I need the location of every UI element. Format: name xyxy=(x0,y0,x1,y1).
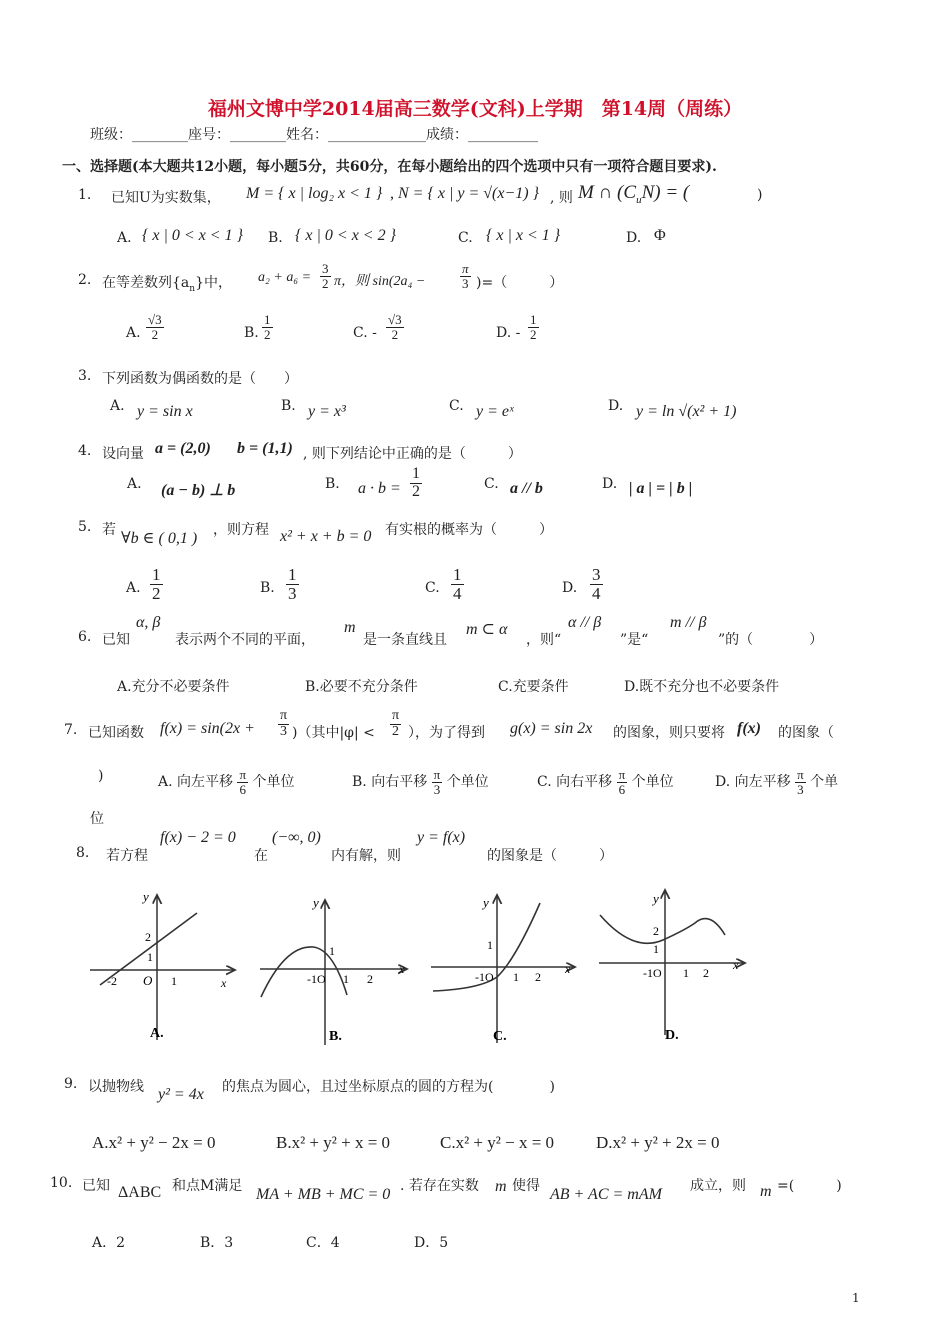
q4-number: 4. xyxy=(78,443,92,459)
q4-option-a: (a − b) ⊥ b xyxy=(161,482,236,499)
graph-b-label: B. xyxy=(329,1029,342,1044)
q6-alpha-beta: α, β xyxy=(136,614,161,631)
graph-d-tick-2: 2 xyxy=(653,924,659,938)
q10-number: 10. xyxy=(50,1175,73,1191)
graph-b-tick-x2: 2 xyxy=(367,972,373,986)
q5-number: 5. xyxy=(78,519,92,535)
graph-b-origin: -1O xyxy=(307,972,326,986)
q7-fraction-2: $\frac{\pi}{2}$ xyxy=(392,708,400,739)
q8-equation: f(x) − 2 = 0 xyxy=(160,829,236,846)
q7-option-b: B. 向右平移 $\frac{\pi}{3}$ 个单位 xyxy=(352,767,489,797)
graph-b xyxy=(260,895,407,1045)
q4-option-c: a // b xyxy=(510,480,543,497)
q9-option-b: B.x² + y² + x = 0 xyxy=(276,1133,391,1152)
q7-tail: 的图象（ xyxy=(778,725,834,741)
graph-d-tick-x2: 2 xyxy=(703,966,709,980)
q6-text-5: ”是“ xyxy=(620,632,649,648)
q5-option-a-label: A. xyxy=(126,580,141,596)
q8-graphs xyxy=(85,885,765,1050)
q3-option-b-label: B. xyxy=(281,398,296,414)
q5-option-d: $\frac{3}{4}$ xyxy=(592,565,601,603)
q5-option-b-label: B. xyxy=(260,580,275,596)
q4-option-b-fraction: $\frac{1}{2}$ xyxy=(412,465,420,500)
q10-option-a: A．2 xyxy=(92,1235,126,1251)
graph-d-tick-1: 1 xyxy=(653,942,659,956)
q10-condition: MA + MB + MC = 0 xyxy=(256,1186,391,1203)
q1-option-c: { x | x < 1 } xyxy=(486,227,561,244)
q7-text: 已知函数 xyxy=(88,725,144,741)
graph-a-y-label: y xyxy=(143,889,149,904)
q7-number: 7. xyxy=(64,722,78,738)
q5-option-c-label: C. xyxy=(425,580,440,596)
q2-option-b-label: B. xyxy=(244,325,259,341)
q8-text-2: 在 xyxy=(254,848,268,864)
q9-option-c: C.x² + y² − x = 0 xyxy=(440,1133,555,1152)
q3-option-c-label: C. xyxy=(449,398,464,414)
graph-c-y-label: y xyxy=(483,895,489,910)
q10-text-5: 成立，则 xyxy=(690,1178,746,1194)
q4-option-d-label: D. xyxy=(602,476,618,492)
q3-option-d: y = ln √(x² + 1) xyxy=(636,403,737,420)
q1-tail: , 则 xyxy=(550,190,573,206)
q4-option-b-label: B. xyxy=(325,476,340,492)
q4-vector-a: a = (2,0) xyxy=(155,440,211,457)
q2-sin-expr: π，则 sin(2a₄ − xyxy=(334,274,426,289)
q7-fraction: $\frac{\pi}{3}$ xyxy=(280,708,288,739)
q5-text: 若 xyxy=(102,522,116,538)
q8-number: 8. xyxy=(76,845,90,861)
q6-text: 已知 xyxy=(102,632,130,648)
q3-number: 3. xyxy=(78,368,92,384)
q4-option-c-label: C. xyxy=(484,476,499,492)
q2-option-c-label: C. - xyxy=(353,325,377,341)
q9-parabola: y² = 4x xyxy=(158,1086,204,1103)
q1-option-b-label: B. xyxy=(268,230,283,246)
q2-option-a-label: A. xyxy=(126,325,141,341)
graph-c-x-label: x xyxy=(565,962,571,976)
q8-interval: (−∞, 0) xyxy=(272,829,321,846)
q4-vector-b: b = (1,1) xyxy=(237,440,293,457)
q7-line-3: 位 xyxy=(90,811,104,827)
graph-d-tick-x1: 1 xyxy=(683,966,689,980)
q6-line-parallel: m // β xyxy=(670,614,707,631)
q3-option-a: y = sin x xyxy=(137,403,193,420)
q6-condition: m ⊂ α xyxy=(466,621,508,638)
graph-d-y-label: y xyxy=(653,891,659,906)
q8-tail: 的图象是（ ） xyxy=(487,848,613,864)
graph-d-x-label: x xyxy=(733,958,739,972)
q2-option-d: $\frac{1}{2}$ xyxy=(530,312,537,342)
q10-triangle: ΔABC xyxy=(118,1184,162,1201)
q1-set-n: , N = { x | y = √(x−1) } xyxy=(390,185,539,202)
q2-condition: a₂ + a₆ = xyxy=(258,270,312,285)
graph-c-origin: -1O xyxy=(475,970,494,984)
q2-tail: )=（ ） xyxy=(476,275,564,291)
q7-text-3: ），为了得到 xyxy=(408,725,485,741)
graph-c-tick-x1: 1 xyxy=(513,970,519,984)
q5-text-2: ，则方程 xyxy=(213,522,269,538)
q4-text: 设向量 xyxy=(102,446,144,462)
q1-option-c-label: C. xyxy=(458,230,473,246)
q4-option-b: a · b = xyxy=(358,480,401,497)
page-title: 福州文博中学2014届高三数学(文科)上学期 第14周（周练） xyxy=(207,98,743,120)
q1-option-d-label: D. xyxy=(626,230,642,246)
graph-c-tick-1: 1 xyxy=(487,938,493,952)
graph-d-origin: -1O xyxy=(643,966,662,980)
graph-c-tick-x2: 2 xyxy=(535,970,541,984)
q6-number: 6. xyxy=(78,629,92,645)
q5-condition: ∀b ∈ ( 0,1 ) xyxy=(121,530,198,547)
q10-tail: =( ) xyxy=(777,1178,842,1194)
graph-d xyxy=(599,890,745,1043)
q9-option-a: A.x² + y² − 2x = 0 xyxy=(92,1133,216,1152)
q10-text-3: . 若存在实数 xyxy=(400,1178,479,1194)
q10-option-c: C．4 xyxy=(306,1235,340,1251)
q2-number: 2. xyxy=(78,272,92,288)
q3-option-b: y = x³ xyxy=(308,403,346,420)
q3-option-c: y = eˣ xyxy=(476,403,514,420)
graph-a-x-label: x xyxy=(221,976,227,990)
q3-text: 下列函数为偶函数的是（ ） xyxy=(102,371,298,387)
q6-text-4: ，则“ xyxy=(526,632,562,648)
graph-b-tick-x1: 1 xyxy=(343,972,349,986)
q8-yfx: y = f(x) xyxy=(417,829,466,846)
q9-tail: 的焦点为圆心，且过坐标原点的圆的方程为( ) xyxy=(222,1079,555,1095)
q7-text-4: 的图象，则只要将 xyxy=(613,725,725,741)
q6-parallel-planes: α // β xyxy=(568,614,602,631)
q4-option-a-label: A. xyxy=(127,476,142,492)
q5-option-b: $\frac{1}{3}$ xyxy=(288,565,297,603)
q2-text: 在等差数列$\{a_n\}$中， xyxy=(102,275,232,294)
q10-text-2: 和点M满足 xyxy=(172,1178,243,1194)
q3-option-a-label: A. xyxy=(110,398,125,414)
q10-equation: AB + AC = mAM xyxy=(550,1186,662,1203)
q1-option-a-label: A. xyxy=(117,230,132,246)
q9-option-d: D.x² + y² + 2x = 0 xyxy=(596,1133,720,1152)
q9-number: 9. xyxy=(64,1076,78,1092)
graph-b-x-label: x xyxy=(399,962,405,976)
q6-option-c: C.充要条件 xyxy=(498,679,569,695)
graph-b-y-label: y xyxy=(313,895,319,910)
q8-text-3: 内有解，则 xyxy=(331,848,401,864)
graph-c-label: C. xyxy=(493,1029,507,1044)
graph-c xyxy=(431,895,575,1044)
q1-text: 已知U为实数集， xyxy=(111,190,221,206)
q2-fraction: $\frac{3}{2}$ xyxy=(322,261,329,291)
student-info-line: 班级：________座号：________姓名：______________成绩：__________ xyxy=(90,127,538,143)
q6-option-d: D.既不充分也不必要条件 xyxy=(624,679,780,695)
q6-tail: ”的（ ） xyxy=(718,632,824,648)
q5-option-d-label: D. xyxy=(562,580,578,596)
graph-a-tick-x1: 1 xyxy=(171,974,177,988)
q6-option-a: A.充分不必要条件 xyxy=(117,679,230,695)
q2-option-d-label: D. - xyxy=(496,325,521,341)
graph-a-origin: O xyxy=(143,973,153,988)
q5-option-a: $\frac{1}{2}$ xyxy=(152,565,161,603)
q6-option-b: B.必要不充分条件 xyxy=(305,679,418,695)
q7-option-c: C. 向右平移 $\frac{\pi}{6}$ 个单位 xyxy=(537,767,674,797)
q7-g-function: g(x) = sin 2x xyxy=(510,720,593,737)
q3-option-d-label: D. xyxy=(608,398,624,414)
q10-m2: m xyxy=(760,1183,772,1200)
graph-b-tick-1: 1 xyxy=(329,944,335,958)
q4-tail: , 则下列结论中正确的是（ ） xyxy=(303,446,522,462)
q2-option-a: $\frac{√3}{2}$ xyxy=(148,312,162,342)
q6-text-3: 是一条直线且 xyxy=(363,632,447,648)
graph-a-label: A. xyxy=(150,1026,164,1041)
q1-option-d: Φ xyxy=(654,227,666,244)
q9-text: 以抛物线 xyxy=(88,1079,144,1095)
q1-option-b: { x | 0 < x < 2 } xyxy=(295,227,396,244)
graph-a-tick-1: 1 xyxy=(147,950,153,964)
graph-d-label: D. xyxy=(665,1028,679,1043)
page-number: 1 xyxy=(852,1291,860,1305)
q10-m: m xyxy=(495,1178,507,1195)
q7-f-ref: f(x) xyxy=(737,720,761,737)
q5-tail: 有实根的概率为（ ） xyxy=(385,522,553,538)
q6-text-2: 表示两个不同的平面， xyxy=(175,632,315,648)
q7-function: f(x) = sin(2x + xyxy=(160,720,255,737)
graph-a-tick-2: 2 xyxy=(145,930,151,944)
q6-m: m xyxy=(344,619,356,636)
q1-number: 1. xyxy=(78,187,92,203)
q10-option-d: D．5 xyxy=(414,1235,449,1251)
q10-text: 已知 xyxy=(82,1178,110,1194)
q7-text-2: )（其中|φ| < xyxy=(292,725,375,741)
graph-a xyxy=(90,889,235,1041)
section-heading: 一、选择题(本大题共12小题，每小题5分，共60分，在每小题给出的四个选项中只有一项符合题目要求). xyxy=(62,159,717,175)
q2-fraction-2: $\frac{\pi}{3}$ xyxy=(462,261,469,291)
q1-paren: ) xyxy=(757,187,763,203)
q2-option-b: $\frac{1}{2}$ xyxy=(264,312,271,342)
q1-option-a: { x | 0 < x < 1 } xyxy=(142,227,243,244)
q8-text: 若方程 xyxy=(106,848,148,864)
q7-paren: ) xyxy=(98,768,104,784)
q1-set-m: M = { x | log₂ x < 1 } xyxy=(246,185,383,202)
q10-text-4: 使得 xyxy=(512,1178,540,1194)
q7-option-a: A. 向左平移 $\frac{\pi}{6}$ 个单位 xyxy=(158,767,295,797)
q2-option-c: $\frac{√3}{2}$ xyxy=(388,312,402,342)
q7-option-d: D. 向左平移 $\frac{\pi}{3}$ 个单 xyxy=(715,767,839,797)
q1-expr: M ∩ $(C_uN)$ = ( xyxy=(578,182,690,206)
q5-equation: x² + x + b = 0 xyxy=(280,528,372,545)
q5-option-c: $\frac{1}{4}$ xyxy=(453,565,462,603)
q10-option-b: B．3 xyxy=(200,1235,234,1251)
graph-a-tick-neg2: -2 xyxy=(107,974,117,988)
q4-option-d: | a | = | b | xyxy=(629,480,693,497)
